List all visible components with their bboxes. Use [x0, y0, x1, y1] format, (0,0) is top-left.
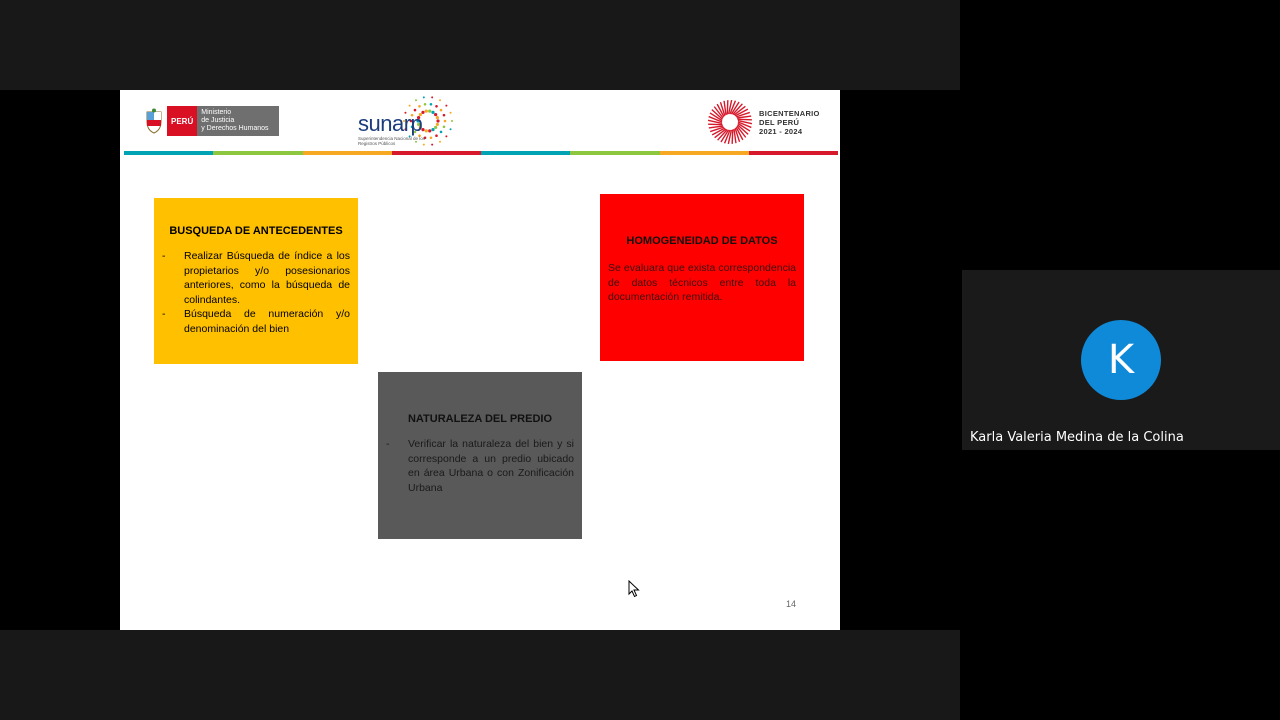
sunarp-logo — [356, 93, 456, 149]
mouse-cursor-icon — [628, 580, 640, 598]
bicentenario-line: DEL PERÚ — [759, 117, 800, 127]
list-item: - Verificar la naturaleza del bien y si corresponde a un predio ubicado en área Urbana o con Zonificación Urbana — [386, 437, 574, 495]
letterbox-top — [0, 0, 960, 90]
presentation-slide — [120, 90, 840, 630]
slide-number: 14 — [786, 599, 797, 609]
ministry-logo — [144, 106, 279, 136]
peru-shield-icon — [144, 108, 164, 134]
bicentenario-text — [759, 109, 820, 136]
homogeneidad-title: HOMOGENEIDAD DE DATOS — [626, 235, 778, 247]
stripe-segment — [570, 151, 659, 155]
stripe-segment — [660, 151, 749, 155]
bicentenario-logo — [706, 98, 820, 146]
homogeneidad-text: Se evaluara que exista correspondencia de datos técnicos entre toda la documentación remitida. — [608, 262, 796, 303]
ministry-line: Ministerio — [201, 109, 232, 116]
homogeneidad-box — [600, 194, 804, 361]
stripe-segment — [124, 151, 213, 155]
list-item: - Realizar Búsqueda de índice a los propietarios y/o posesionarios anteriores, como la búsqueda de colindantes. — [162, 249, 350, 307]
ministry-line: de Justicia — [201, 117, 235, 124]
ministry-name — [197, 106, 279, 136]
peru-label: PERÚ — [167, 106, 197, 136]
bicentenario-line: BICENTENARIO — [759, 108, 820, 118]
stripe-segment — [749, 151, 838, 155]
ministry-line: y Derechos Humanos — [201, 125, 269, 132]
antecedentes-list — [162, 249, 350, 336]
naturaleza-title: NATURALEZA DEL PREDIO — [407, 413, 553, 425]
list-item: - Búsqueda de numeración y/o denominación del bien — [162, 307, 350, 336]
stripe-segment — [392, 151, 481, 155]
sunarp-wordmark: sunarp — [358, 111, 423, 136]
antecedentes-title: BUSQUEDA DE ANTECEDENTES — [169, 225, 343, 237]
antecedentes-box — [154, 198, 358, 364]
naturaleza-list — [386, 437, 574, 495]
bicentenario-line: 2021 - 2024 — [759, 126, 803, 136]
stripe-segment — [303, 151, 392, 155]
participant-name: Karla Valeria Medina de la Colina — [970, 430, 1184, 445]
participant-tile[interactable] — [962, 270, 1280, 450]
stripe-segment — [213, 151, 302, 155]
naturaleza-box — [378, 372, 582, 539]
header-color-stripe — [124, 151, 838, 155]
sunarp-subtitle: Superintendencia Nacional de los Registros Públicos — [358, 136, 426, 146]
bicentenario-ring-icon — [706, 98, 754, 146]
stripe-segment — [481, 151, 570, 155]
avatar: K — [1081, 320, 1161, 400]
letterbox-bottom — [0, 630, 960, 720]
